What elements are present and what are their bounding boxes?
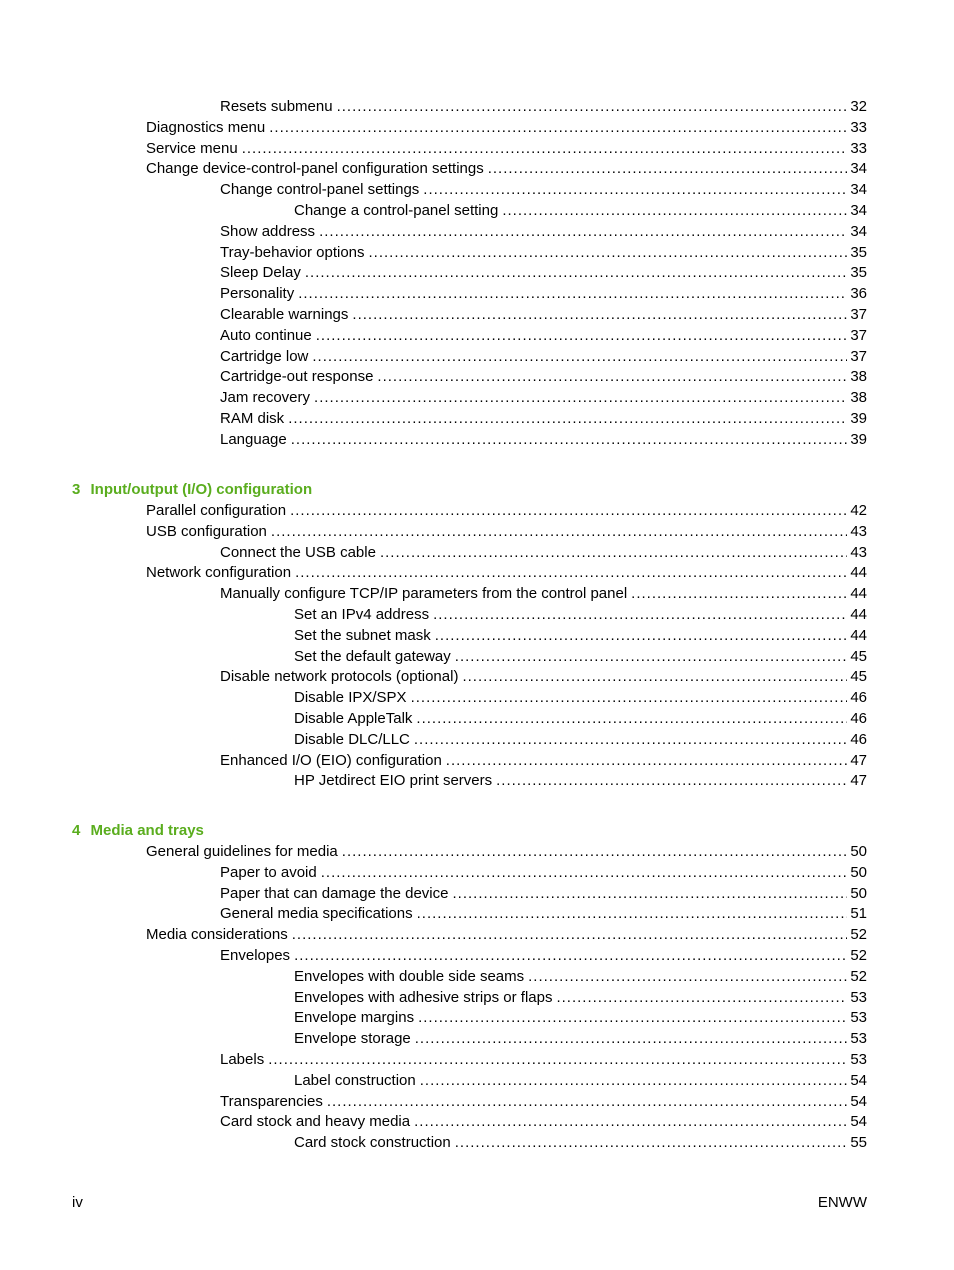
toc-entry-title: Envelopes with adhesive strips or flaps xyxy=(294,988,553,1006)
toc-entry[interactable] xyxy=(220,583,867,604)
toc-entry-title: Labels xyxy=(220,1051,265,1068)
toc-dot-leader xyxy=(414,1111,847,1132)
toc-dot-leader xyxy=(268,1049,847,1070)
toc-dot-leader xyxy=(496,770,847,791)
toc-entry[interactable] xyxy=(220,179,867,200)
toc-entry[interactable] xyxy=(220,304,867,325)
toc-entry[interactable] xyxy=(220,945,867,966)
toc-entry-title: General media specifications xyxy=(220,905,413,923)
toc-dot-leader xyxy=(416,708,847,729)
toc-entry-page: 53 xyxy=(850,1030,867,1048)
toc-entry-title: Personality xyxy=(220,285,295,303)
toc-entry-title: Tray-behavior options xyxy=(220,243,365,261)
toc-entry-title: Resets submenu xyxy=(220,98,333,115)
toc-entry-title: Auto continue xyxy=(220,326,312,344)
toc-entry[interactable] xyxy=(294,708,867,729)
toc-entry-title: Cartridge low xyxy=(220,347,309,365)
toc-entry-title: RAM disk xyxy=(220,410,285,427)
toc-dot-leader xyxy=(502,200,847,221)
toc-dot-leader xyxy=(380,542,847,563)
toc-entry-title: Set the default gateway xyxy=(294,647,451,665)
toc-entry-title: Jam recovery xyxy=(220,389,311,407)
toc-dot-leader xyxy=(435,625,848,646)
toc-entry-page: 39 xyxy=(850,430,867,448)
toc-entry-title: Clearable warnings xyxy=(220,306,349,323)
toc-entry[interactable] xyxy=(220,542,867,563)
toc-entry-page: 37 xyxy=(850,347,867,365)
toc-dot-leader xyxy=(433,604,847,625)
toc-entry-page: 34 xyxy=(850,202,867,219)
toc-dot-leader xyxy=(305,262,847,283)
toc-entry-page: 54 xyxy=(850,1071,867,1089)
toc-dot-leader xyxy=(418,1007,847,1028)
toc-entry[interactable] xyxy=(146,500,867,521)
toc-entry-title: Change a control-panel setting xyxy=(294,202,499,219)
toc-entry-title: Diagnostics menu xyxy=(146,118,266,136)
toc-entry[interactable] xyxy=(220,862,867,883)
toc-entry[interactable] xyxy=(220,387,867,408)
toc-dot-leader xyxy=(269,117,847,138)
toc-entry-title: Card stock construction xyxy=(294,1134,451,1152)
toc-entry-title: Media considerations xyxy=(146,926,288,944)
toc-entry-page: 38 xyxy=(850,389,867,407)
toc-entry-page: 46 xyxy=(850,710,867,727)
toc-entry-title: General guidelines for media xyxy=(146,843,338,860)
toc-dot-leader xyxy=(488,158,848,179)
toc-entry[interactable] xyxy=(220,429,867,450)
toc-dot-leader xyxy=(294,945,847,966)
footer-page-number: iv xyxy=(72,1194,83,1211)
toc-entry-page: 46 xyxy=(850,730,867,748)
toc-entry-page: 33 xyxy=(850,139,867,157)
toc-entry-title: Paper that can damage the device xyxy=(220,884,449,902)
toc-entry-page: 35 xyxy=(850,264,867,282)
toc-entry-title: Label construction xyxy=(294,1071,416,1089)
toc-entry-page: 46 xyxy=(850,689,867,707)
toc-entry-title: Set the subnet mask xyxy=(294,626,431,644)
toc-entry[interactable] xyxy=(146,562,867,583)
toc-dot-leader xyxy=(455,646,848,667)
toc-entry-page: 44 xyxy=(850,564,867,582)
toc-entry-page: 42 xyxy=(850,502,867,519)
toc-entry-page: 53 xyxy=(850,1051,867,1068)
toc-entry-page: 54 xyxy=(850,1113,867,1131)
toc-entry[interactable] xyxy=(294,1070,867,1091)
toc-entry-title: Disable IPX/SPX xyxy=(294,689,407,707)
toc-entry[interactable] xyxy=(294,687,867,708)
toc-entry-title: HP Jetdirect EIO print servers xyxy=(294,772,493,790)
toc-entry-page: 51 xyxy=(850,905,867,923)
toc-dot-leader xyxy=(420,1070,848,1091)
toc-entry[interactable] xyxy=(220,262,867,283)
toc-dot-leader xyxy=(290,500,847,521)
toc-entry[interactable] xyxy=(220,1091,867,1112)
toc-entry[interactable] xyxy=(294,1028,867,1049)
toc-dot-leader xyxy=(423,179,847,200)
toc-entry-title: Parallel configuration xyxy=(146,502,287,519)
toc-entry-page: 39 xyxy=(850,410,867,427)
toc-dot-leader xyxy=(337,96,848,117)
toc-entry[interactable] xyxy=(220,883,867,904)
toc-entry-page: 38 xyxy=(850,368,867,386)
toc-dot-leader xyxy=(288,408,847,429)
toc-entry-page: 55 xyxy=(850,1134,867,1152)
toc-entry-title: Transparencies xyxy=(220,1092,323,1110)
toc-entry-title: Sleep Delay xyxy=(220,264,301,282)
toc-entry-page: 33 xyxy=(850,118,867,136)
toc-dot-leader xyxy=(453,883,848,904)
chapter-number: 3 xyxy=(72,481,81,498)
toc-entry[interactable] xyxy=(220,366,867,387)
toc-entry-title: Set an IPv4 address xyxy=(294,606,430,623)
toc-entry-page: 43 xyxy=(850,522,867,540)
toc-entry-title: Change control-panel settings xyxy=(220,181,420,199)
toc-entry[interactable] xyxy=(294,646,867,667)
toc-entry[interactable] xyxy=(294,200,867,221)
toc-entry-title: Enhanced I/O (EIO) configuration xyxy=(220,751,442,769)
toc-entry-title: USB configuration xyxy=(146,522,267,540)
toc-entry-page: 52 xyxy=(850,947,867,964)
toc-entry-title: Card stock and heavy media xyxy=(220,1113,411,1131)
toc-dot-leader xyxy=(528,966,847,987)
toc-entry[interactable] xyxy=(220,666,867,687)
toc-entry[interactable] xyxy=(146,521,867,542)
toc-dot-leader xyxy=(271,521,847,542)
toc-entry[interactable] xyxy=(146,924,867,945)
toc-dot-leader xyxy=(377,366,847,387)
toc-entry[interactable] xyxy=(220,903,867,924)
toc-entry[interactable] xyxy=(220,325,867,346)
toc-entry-page: 36 xyxy=(850,285,867,303)
toc-dot-leader xyxy=(369,242,848,263)
toc-entry-page: 44 xyxy=(850,585,867,603)
toc-dot-leader xyxy=(556,987,847,1008)
toc-entry-title: Show address xyxy=(220,222,316,240)
toc-dot-leader xyxy=(295,562,847,583)
toc-dot-leader xyxy=(321,862,848,883)
toc-entry-page: 52 xyxy=(850,926,867,944)
toc-entry[interactable] xyxy=(294,966,867,987)
toc-dot-leader xyxy=(242,138,848,159)
toc-entry-page: 53 xyxy=(850,988,867,1006)
toc-entry-title: Language xyxy=(220,430,287,448)
toc-entry[interactable] xyxy=(294,1007,867,1028)
toc-entry-title: Change device-control-panel configuration settings xyxy=(146,160,484,178)
toc-dot-leader xyxy=(342,841,848,862)
toc-entry-page: 34 xyxy=(850,222,867,240)
toc-entry-page: 50 xyxy=(850,843,867,860)
toc-entry-page: 44 xyxy=(850,606,867,623)
chapter-title: Input/output (I/O) configuration xyxy=(90,481,313,498)
toc-entry[interactable] xyxy=(146,138,867,159)
toc-entry[interactable] xyxy=(220,283,867,304)
toc-dot-leader xyxy=(312,346,847,367)
toc-entry[interactable] xyxy=(294,1132,867,1153)
toc-entry[interactable] xyxy=(294,729,867,750)
toc-dot-leader xyxy=(631,583,847,604)
chapter-number: 4 xyxy=(72,822,81,839)
toc-entry-title: Disable DLC/LLC xyxy=(294,730,410,748)
chapter-title: Media and trays xyxy=(90,822,204,839)
toc-entry-title: Service menu xyxy=(146,139,238,157)
footer-doc-code: ENWW xyxy=(817,1194,867,1211)
toc-dot-leader xyxy=(291,429,848,450)
toc-entry[interactable] xyxy=(146,158,867,179)
toc-entry-page: 45 xyxy=(850,668,867,686)
toc-entry[interactable] xyxy=(220,1049,867,1070)
toc-entry-title: Cartridge-out response xyxy=(220,368,374,386)
toc-dot-leader xyxy=(314,387,847,408)
toc-entry-page: 34 xyxy=(850,181,867,199)
toc-entry[interactable] xyxy=(294,625,867,646)
toc-entry-page: 50 xyxy=(850,884,867,902)
toc-entry-page: 47 xyxy=(850,751,867,769)
toc-dot-leader xyxy=(292,924,848,945)
toc-entry-title: Paper to avoid xyxy=(220,863,317,881)
toc-entry[interactable] xyxy=(220,221,867,242)
toc-entry[interactable] xyxy=(220,346,867,367)
toc-entry[interactable] xyxy=(220,96,867,117)
toc-dot-leader xyxy=(414,729,847,750)
toc-entry-page: 43 xyxy=(850,543,867,561)
toc-entry[interactable] xyxy=(220,1111,867,1132)
toc-entry-page: 44 xyxy=(850,626,867,644)
toc-dot-leader xyxy=(298,283,847,304)
toc-entry-title: Network configuration xyxy=(146,564,292,582)
toc-entry-page: 34 xyxy=(850,160,867,178)
toc-entry[interactable] xyxy=(294,604,867,625)
toc-dot-leader xyxy=(415,1028,848,1049)
toc-entry-title: Envelope margins xyxy=(294,1009,415,1027)
toc-entry-page: 32 xyxy=(850,98,867,115)
toc-entry-title: Envelopes xyxy=(220,947,291,964)
toc-entry-title: Disable AppleTalk xyxy=(294,710,413,727)
toc-entry-page: 50 xyxy=(850,863,867,881)
toc-entry[interactable] xyxy=(220,242,867,263)
toc-dot-leader xyxy=(327,1091,847,1112)
toc-entry-page: 52 xyxy=(850,967,867,985)
toc-entry[interactable] xyxy=(220,408,867,429)
toc-dot-leader xyxy=(462,666,847,687)
toc-entry-page: 54 xyxy=(850,1092,867,1110)
toc-dot-leader xyxy=(446,750,848,771)
toc-entry-page: 47 xyxy=(850,772,867,790)
toc-entry[interactable] xyxy=(146,841,867,862)
toc-dot-leader xyxy=(352,304,847,325)
toc-entry-page: 35 xyxy=(850,243,867,261)
toc-dot-leader xyxy=(316,325,848,346)
toc-entry[interactable] xyxy=(146,117,867,138)
chapter-heading-4[interactable] xyxy=(72,820,204,841)
toc-entry-page: 37 xyxy=(850,326,867,344)
toc-entry-title: Manually configure TCP/IP parameters from the control panel xyxy=(220,585,628,603)
toc-entry-title: Disable network protocols (optional) xyxy=(220,668,459,686)
toc-entry-page: 53 xyxy=(850,1009,867,1027)
chapter-heading-3[interactable] xyxy=(72,479,312,500)
toc-entry-page: 37 xyxy=(850,306,867,323)
toc-entry-title: Envelopes with double side seams xyxy=(294,967,525,985)
toc-dot-leader xyxy=(455,1132,848,1153)
toc-dot-leader xyxy=(319,221,847,242)
toc-entry[interactable] xyxy=(220,750,867,771)
toc-entry-title: Envelope storage xyxy=(294,1030,411,1048)
toc-entry[interactable] xyxy=(294,987,867,1008)
toc-dot-leader xyxy=(417,903,848,924)
toc-entry[interactable] xyxy=(294,770,867,791)
toc-dot-leader xyxy=(411,687,848,708)
toc-entry-title: Connect the USB cable xyxy=(220,543,376,561)
toc-entry-page: 45 xyxy=(850,647,867,665)
